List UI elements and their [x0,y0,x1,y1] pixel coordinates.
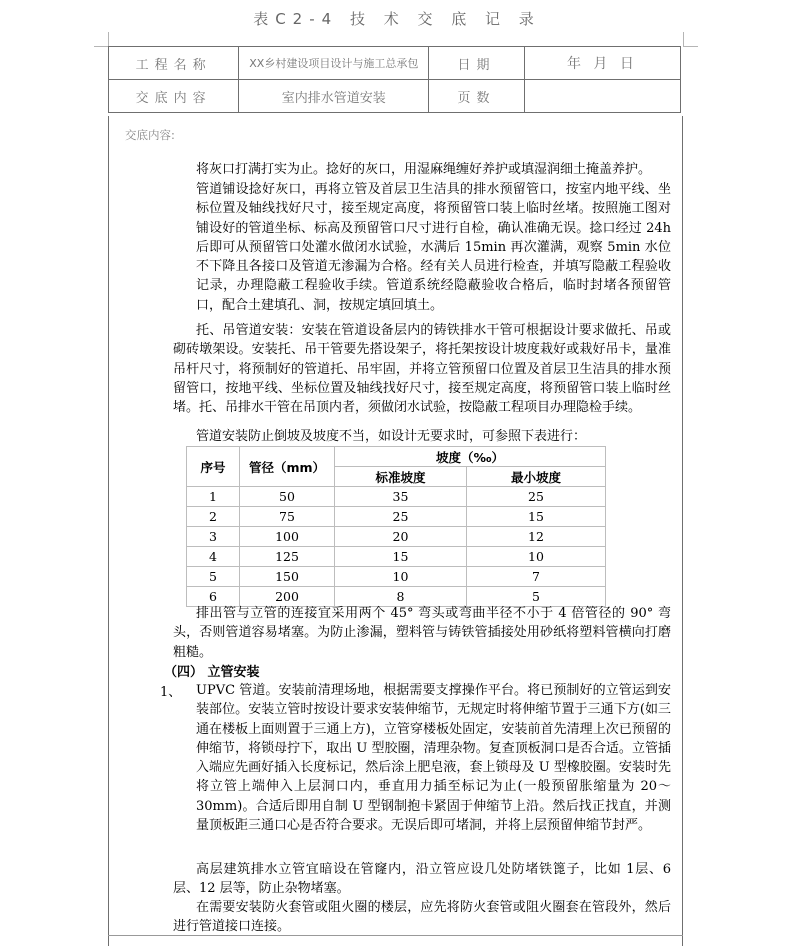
cell-diameter: 150 [240,567,335,587]
margin-corner-mark [94,32,109,47]
content-label: 交底内容 [109,80,239,113]
cell-no: 5 [187,567,240,587]
document-title: 表C2-4 技 术 交 底 记 录 [253,10,541,28]
cell-min-slope: 25 [467,487,606,507]
slope-table [186,446,606,607]
table-row [187,547,606,567]
paragraph: 托、吊管道安装：安装在管道设备层内的铸铁排水干管可根据设计要求做托、吊或砌砖墩架设。安装托、吊干管要先搭设架子，将托架按设计坡度栽好或栽好吊卡，量准吊杆尺寸，将预制好的管道托、吊牢固，并将立管预留口位置及首层卫生洁具的排水预留管口，按地平线、坐标位置及轴线找好尺寸，接至规定高度，将预留管口装上临时丝堵。托、吊排水干管在吊顶内者，须做闭水试验，按隐蔽工程项目办理隐检手续。 [173,323,671,416]
cell-min-slope: 5 [467,587,606,607]
section-heading: （四） 立管安装 [164,665,260,680]
cell-standard-slope: 35 [335,487,467,507]
project-name-value: XX乡村建设项目设计与施工总承包 [239,47,429,80]
col-slope-header: 坡度（‰） [335,447,606,467]
cell-no: 1 [187,487,240,507]
paragraph: 在需要安装防火套管或阻火圈的楼层，应先将防火套管或阻火圈套在管段外，然后进行管道接口连接。 [173,900,671,935]
table-row [187,487,606,507]
paragraph: 管道铺设捻好灰口，再将立管及首层卫生洁具的排水预留管口，按室内地平线、坐标位置及轴线找好尺寸，接至规定高度，将预留管口装上临时丝堵。按照施工图对铺设好的管道坐标、标高及预留管口尺寸进行自检，确认准确无误。捻口经过 24h 后即可从预留管口处灌水做闭水试验，水满后 15min 再次灌满，观察 5min 水位不下降且各接口及管道无渗漏为合格。经有关人员进行检查，并填写隐蔽工程验收记录，办理隐蔽工程验收手续。管道系统经隐蔽验收合格后，临时封堵各预留管口，配合土建填孔、洞，按规定填回填土。 [196,182,671,313]
cell-min-slope: 12 [467,527,606,547]
pages-label: 页数 [429,80,525,113]
paragraph: 将灰口打满打实为止。捻好的灰口，用湿麻绳缠好养护或填湿润细土掩盖养护。 [196,162,652,177]
table-row [187,567,606,587]
cell-diameter: 125 [240,547,335,567]
cell-no: 2 [187,507,240,527]
date-value: 年 月 日 [524,47,680,80]
cell-min-slope: 10 [467,547,606,567]
col-no-header: 序号 [187,447,240,487]
col-standard-slope-header: 标准坡度 [335,467,467,487]
paragraph: 管道安装防止倒坡及坡度不当，如设计无要求时，可参照下表进行： [196,429,587,444]
table-row [187,507,606,527]
cell-no: 3 [187,527,240,547]
cell-diameter: 50 [240,487,335,507]
bottom-border [108,935,683,936]
cell-min-slope: 15 [467,507,606,527]
content-value: 室内排水管道安装 [239,80,429,113]
date-label: 日期 [429,47,525,80]
cell-standard-slope: 15 [335,547,467,567]
paragraph: 高层建筑排水立管宜暗设在管窿内，沿立管应设几处防堵铁篦子，比如 1层、6层、12 层等，防止杂物堵塞。 [173,862,671,897]
margin-corner-mark [683,32,698,47]
cell-min-slope: 7 [467,567,606,587]
item-number: 1、 [160,685,182,700]
paragraph: 排出管与立管的连接宜采用两个 45° 弯头或弯曲半径不小于 4 倍管径的 90° 弯头，否则管道容易堵塞。为防止渗漏，塑料管与铸铁管插接处用砂纸将塑料管横向打磨粗糙。 [173,606,671,660]
cell-no: 6 [187,587,240,607]
paragraph: UPVC 管道。安装前清理场地，根据需要支撑操作平台。将已预制好的立管运到安装部位。安装立管时按设计要求安装伸缩节，无规定时将伸缩节置于三通下方(如三通在楼板上面则置于三通上方)，立管穿楼板处固定，安装前首先清理上次已预留的伸缩节，将锁母拧下，取出 U 型胶圈，清理杂物。复查顶板洞口是否合适。立管插入端应先画好插入长度标记，然后涂上肥皂液，套上锁母及 U 型橡胶圈。安装时先将立管上端伸入上层洞口内，垂直用力插至标记为止(一般预留胀缩量为 20～30mm)。合适后即用自制 U 型钢制抱卡紧固于伸缩节上沿。然后找正找直，并测量顶板距三通口心是否符合要求。无误后即可堵洞，并将上层预留伸缩节封严。 [196,683,671,834]
cell-diameter: 100 [240,527,335,547]
table-row [187,527,606,547]
header-table [108,46,681,113]
cell-standard-slope: 8 [335,587,467,607]
cell-standard-slope: 25 [335,507,467,527]
col-diameter-header: 管径（mm） [240,447,335,487]
disclose-label: 交底内容: [125,128,175,142]
project-name-label: 工程名称 [109,47,239,80]
cell-diameter: 200 [240,587,335,607]
cell-diameter: 75 [240,507,335,527]
col-min-slope-header: 最小坡度 [467,467,606,487]
cell-standard-slope: 20 [335,527,467,547]
cell-standard-slope: 10 [335,567,467,587]
pages-value [524,80,680,113]
cell-no: 4 [187,547,240,567]
